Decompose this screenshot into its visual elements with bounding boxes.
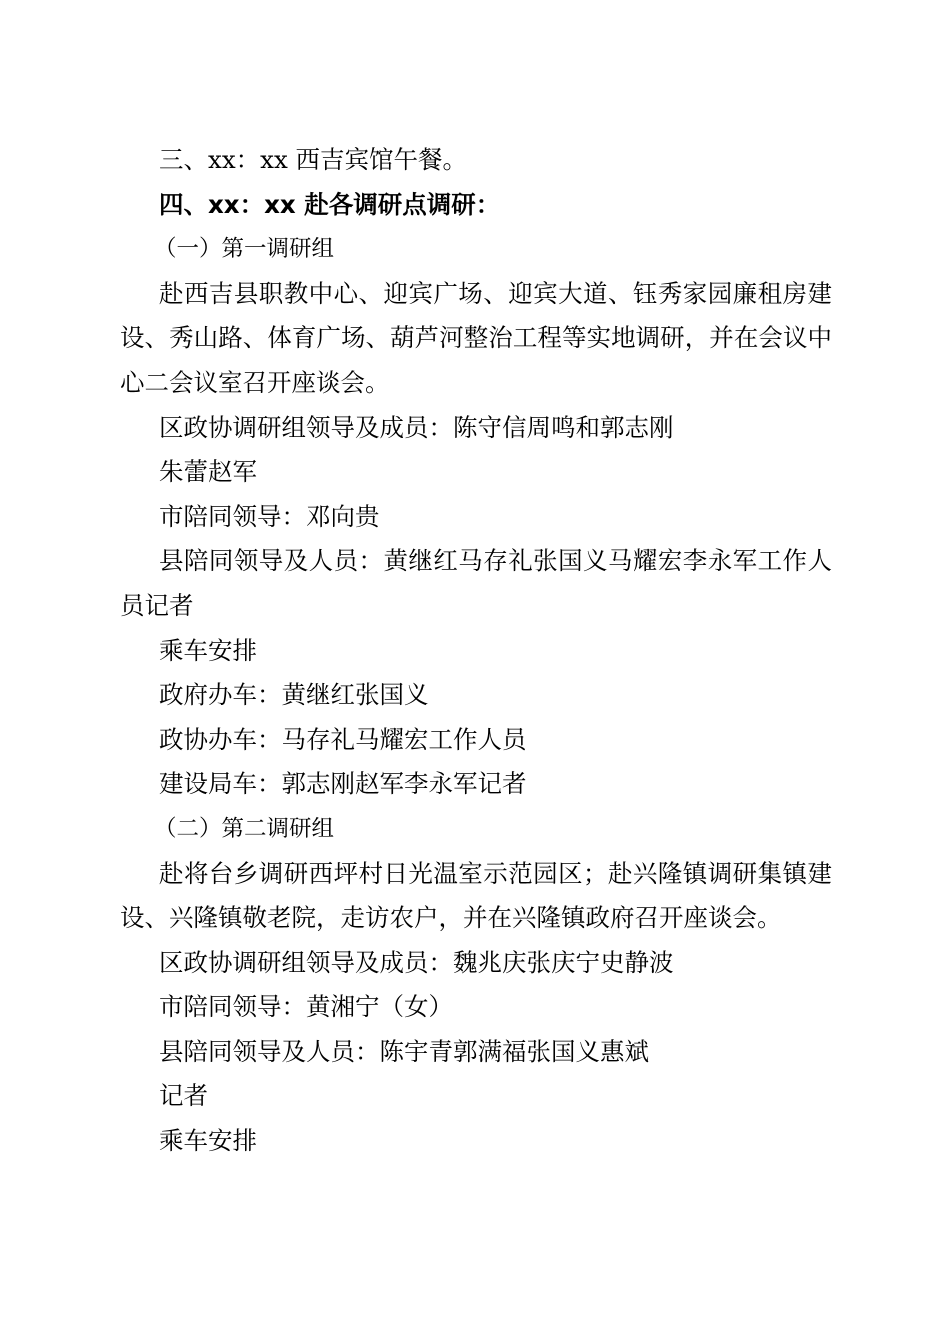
item-four-research: 四、xx：xx 赴各调研点调研：: [159, 189, 501, 219]
group-one-vehicle-gov: 政府办车：黄继红张国义: [159, 680, 429, 710]
group-two-county-staff: 县陪同领导及人员：陈宇青郭满福张国义惠斌: [159, 1036, 649, 1066]
group-one-members-cont: 朱蕾赵军: [159, 457, 257, 487]
group-one-heading: （一）第一调研组: [154, 236, 335, 263]
group-one-itinerary: 赴西吉县职教中心、迎宾广场、迎宾大道、钰秀家园廉租房建设、秀山路、体育广场、葫芦河整治工程等实地调研，并在会议中心二会议室召开座谈会。: [120, 278, 832, 397]
group-one-county-staff: 县陪同领导及人员：黄继红马存礼张国义马耀宏李永军工作人员记者: [120, 546, 832, 620]
group-two-members: 区政协调研组领导及成员：魏兆庆张庆宁史静波: [159, 947, 674, 977]
group-two-vehicle-heading: 乘车安排: [159, 1126, 257, 1156]
group-two-itinerary: 赴将台乡调研西坪村日光温室示范园区；赴兴隆镇调研集镇建设、兴隆镇敬老院，走访农户，并在兴隆镇政府召开座谈会。: [120, 858, 832, 933]
item-three-lunch: 三、xx：xx 西吉宾馆午餐。: [159, 145, 468, 174]
group-one-vehicle-construction: 建设局车：郭志刚赵军李永军记者: [159, 769, 527, 799]
group-one-members: 区政协调研组领导及成员：陈守信周鸣和郭志刚: [159, 412, 674, 442]
group-two-heading: （二）第二调研组: [154, 815, 335, 842]
group-one-city-leader: 市陪同领导：邓向贵: [159, 501, 380, 531]
group-one-vehicle-heading: 乘车安排: [159, 635, 257, 665]
document-body: [120, 138, 832, 1164]
group-two-city-leader: 市陪同领导：黄湘宁（女）: [159, 992, 453, 1022]
group-one-vehicle-cppcc: 政协办车：马存礼马耀宏工作人员: [159, 724, 527, 754]
group-two-reporter: 记者: [159, 1081, 208, 1111]
